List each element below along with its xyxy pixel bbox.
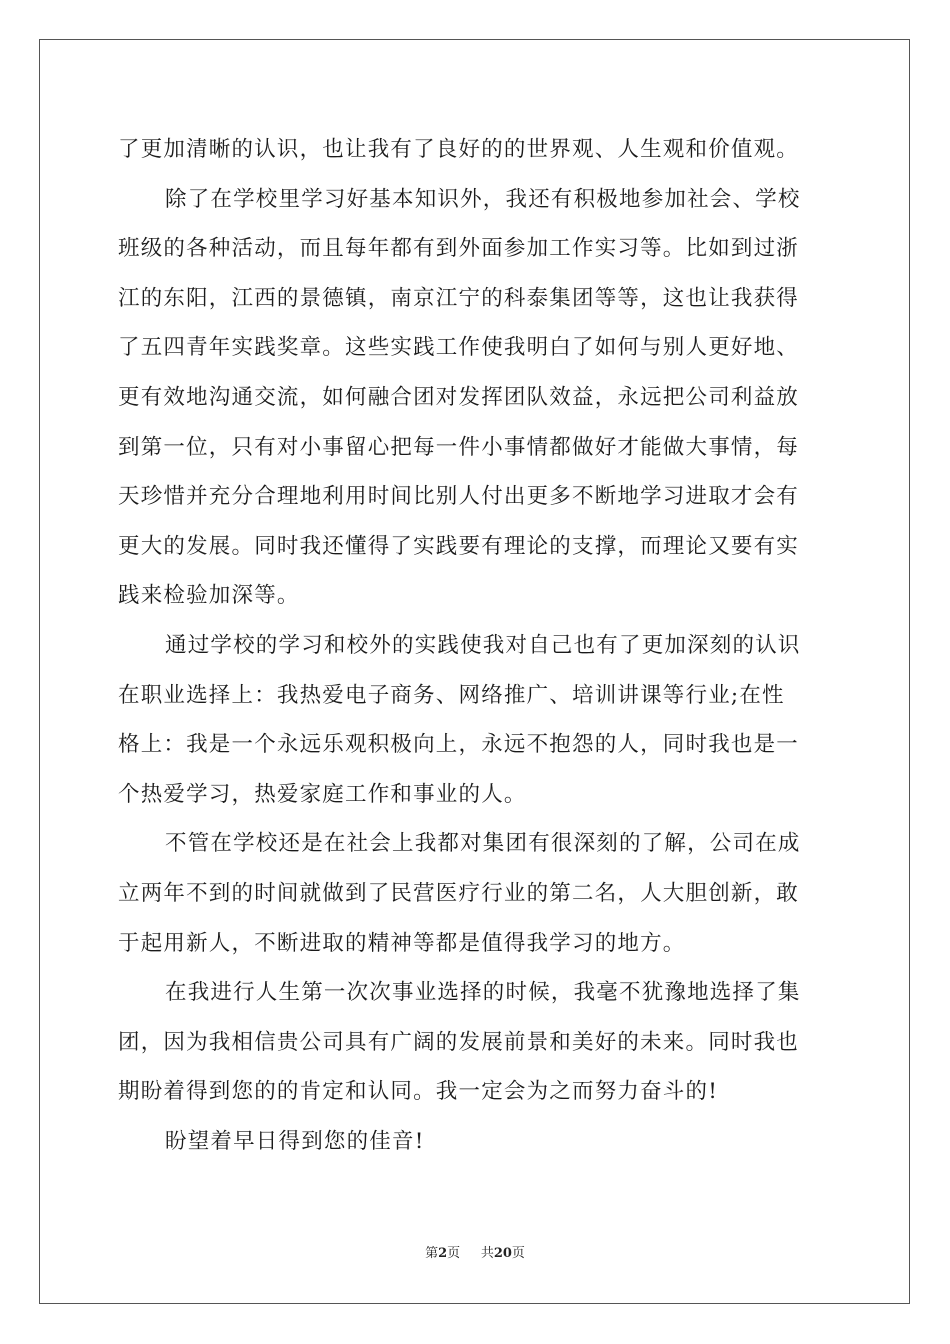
total-prefix: 共 (480, 1246, 494, 1261)
document-body (118, 125, 834, 1166)
page-suffix: 页 (447, 1246, 461, 1261)
text-line: 践来检验加深等。 (118, 583, 300, 609)
text-line: 立两年不到的时间就做到了民营医疗行业的第二名，人大胆创新，敢 (118, 880, 800, 906)
text-line: 于起用新人，不断进取的精神等都是值得我学习的地方。 (118, 930, 686, 956)
text-line: 更大的发展。同时我还懂得了实践要有理论的支撑，而理论又要有实 (118, 533, 800, 559)
total-suffix: 页 (511, 1246, 525, 1261)
total-pages: 20 (493, 1246, 512, 1261)
text-line: 天珍惜并充分合理地利用时间比别人付出更多不断地学习进取才会有 (118, 484, 800, 510)
page-prefix: 第 (425, 1246, 439, 1261)
total-pages-indicator (481, 1246, 525, 1261)
text-line: 了更加清晰的认识，也让我有了良好的的世界观、人生观和价值观。 (118, 137, 800, 162)
text-line: 不管在学校还是在社会上我都对集团有很深刻的了解，公司在成 (165, 831, 801, 857)
text-line: 团，因为我相信贵公司具有广阔的发展前景和美好的未来。同时我也 (118, 1029, 800, 1055)
text-line: 班级的各种活动，而且每年都有到外面参加工作实习等。比如到过浙 (118, 236, 800, 262)
text-line: 在我进行人生第一次次事业选择的时候，我毫不犹豫地选择了集 (165, 980, 801, 1006)
text-line: 了五四青年实践奖章。这些实践工作使我明白了如何与别人更好地、 (118, 335, 800, 361)
page-footer (0, 1246, 950, 1262)
text-line: 盼望着早日得到您的佳音! (165, 1128, 425, 1154)
page-number: 2 (438, 1246, 448, 1261)
text-line: 通过学校的学习和校外的实践使我对自己也有了更加深刻的认识 (165, 632, 801, 658)
text-line: 格上：我是一个永远乐观积极向上，永远不抱怨的人，同时我也是一 (118, 732, 800, 758)
text-line: 更有效地沟通交流，如何融合团对发挥团队效益，永远把公司利益放 (118, 384, 800, 410)
text-line: 除了在学校里学习好基本知识外，我还有积极地参加社会、学校 (165, 186, 801, 212)
text-line: 在职业选择上：我热爱电子商务、网络推广、培训讲课等行业;在性 (118, 682, 785, 708)
text-line: 个热爱学习，热爱家庭工作和事业的人。 (118, 781, 527, 807)
text-line: 江的东阳，江西的景德镇，南京江宁的科泰集团等等，这也让我获得 (118, 285, 800, 311)
text-line: 期盼着得到您的的肯定和认同。我一定会为之而努力奋斗的! (118, 1079, 719, 1105)
page-indicator (425, 1246, 464, 1261)
text-line: 到第一位，只有对小事留心把每一件小事情都做好才能做大事情，每 (118, 434, 800, 460)
